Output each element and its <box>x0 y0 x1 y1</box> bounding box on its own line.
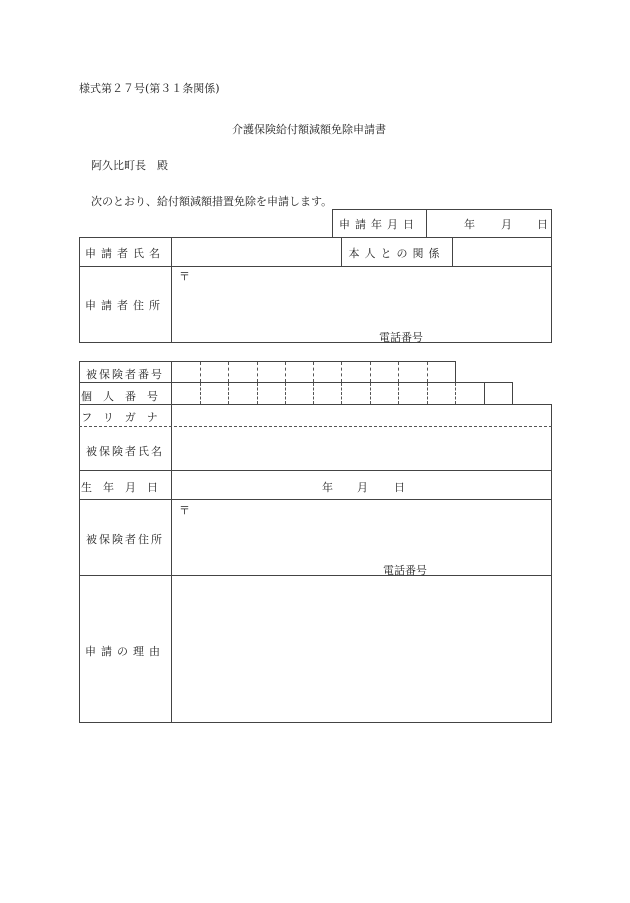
applicant-postal-mark: 〒 <box>179 270 190 283</box>
insured-number-label: 被保険者番号 <box>86 368 164 381</box>
birthdate-label: 生年月日 <box>81 481 169 494</box>
reason-field[interactable] <box>175 579 547 719</box>
personal-number-field[interactable] <box>172 383 512 404</box>
birth-year[interactable]: 年 <box>322 481 333 494</box>
birth-month[interactable]: 月 <box>357 481 368 494</box>
addressee: 阿久比町長 殿 <box>91 159 168 172</box>
insured-address-field[interactable] <box>175 516 547 556</box>
insured-name-field[interactable] <box>175 430 547 467</box>
insured-name-label: 被保険者氏名 <box>86 445 164 458</box>
reason-label: 申請の理由 <box>85 645 165 658</box>
applicant-address-field[interactable] <box>175 282 547 322</box>
relation-label: 本人との関係 <box>348 247 445 260</box>
application-date-year[interactable]: 年 <box>464 218 475 231</box>
applicant-name-label: 申請者氏名 <box>85 247 165 260</box>
relation-field[interactable] <box>455 240 549 264</box>
furigana-field[interactable] <box>175 406 547 424</box>
intro-text: 次のとおり、給付額減額措置免除を申請します。 <box>91 195 333 208</box>
applicant-name-field[interactable] <box>175 240 339 264</box>
insured-phone-label: 電話番号 <box>383 564 427 577</box>
application-date-month[interactable]: 月 <box>501 218 512 231</box>
applicant-phone-label: 電話番号 <box>379 331 423 344</box>
furigana-label: フリガナ <box>81 411 169 424</box>
application-date-label: 申請年月日 <box>339 218 419 231</box>
application-date-day[interactable]: 日 <box>537 218 548 231</box>
insured-postal-mark: 〒 <box>179 504 190 517</box>
form-number: 様式第２７号(第３１条関係) <box>79 82 220 95</box>
personal-number-label: 個人番号 <box>81 390 169 403</box>
applicant-address-label: 申請者住所 <box>85 299 165 312</box>
insured-number-field[interactable] <box>172 362 455 382</box>
birth-day[interactable]: 日 <box>394 481 405 494</box>
insured-address-label: 被保険者住所 <box>86 533 164 546</box>
form-title: 介護保険給付額減額免除申請書 <box>232 123 386 136</box>
